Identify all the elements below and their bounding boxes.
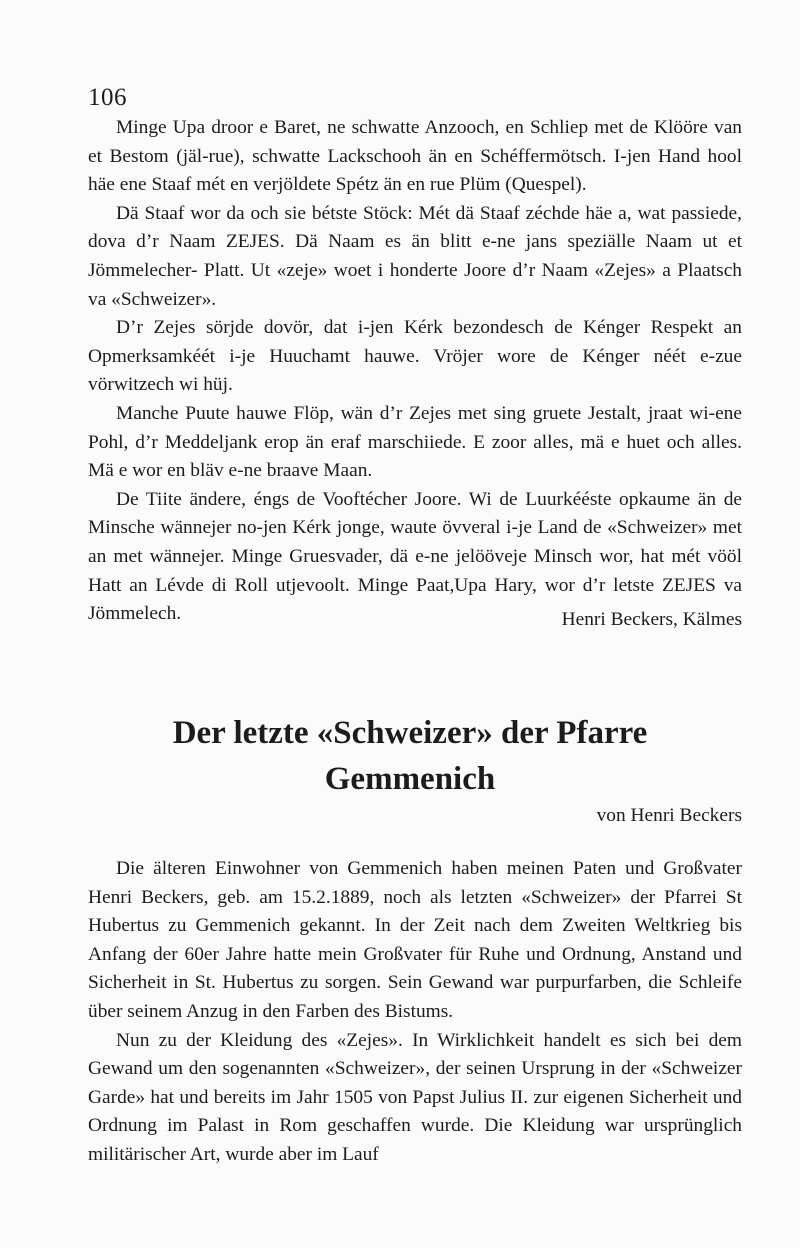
dialect-text-section [88, 114, 742, 629]
paragraph: Minge Upa droor e Baret, ne schwatte Anzooch, en Schliep met de Klööre van et Bestom (jäl-rue), schwatte Lackschooh än en Schéffermötsch. I-jen Hand hool häe ene Staaf mét en verjöldete Spétz än en rue Plüm (Quespel). [88, 117, 742, 196]
article-byline: von Henri Beckers [596, 805, 742, 826]
paragraph: Nun zu der Kleidung des «Zejes». In Wirklichkeit handelt es sich bei dem Gewand um den sogenannten «Schweizer», der seinen Ursprung in der «Schweizer Garde» hat und bereits im Jahr 1505 von Papst Julius II. zur eigenen Sicherheit und Ordnung im Palast in Rom geschaffen wurde. Die Kleidung war ursprünglich militärischer Art, wurde aber im Lauf [88, 1029, 742, 1165]
article-body [88, 855, 742, 1170]
paragraph: Manche Puute hauwe Flöp, wän d’r Zejes met sing gruete Jestalt, jraat wi-ene Pohl, d’r Meddeljank erop än eraf marschiiede. E zoor alles, mä e huet och alles. Mä e wor en bläv e-ne braave Maan. [88, 402, 742, 482]
heading-line: Gemmenich [324, 761, 496, 797]
page-number: 106 [88, 84, 127, 111]
paragraph: Die älteren Einwohner von Gemmenich haben meinen Paten und Großvater Henri Beckers, geb. am 15.2.1889, noch als letzten «Schweizer» der Pfarrei St Hubertus zu Gemmenich gekannt. In der Zeit nach dem Zweiten Weltkrieg bis Anfang der 60er Jahre hatte mein Großvater für Ruhe und Ordnung, Anstand und Sicherheit in St. Hubertus zu sorgen. Sein Gewand war purpurfarben, die Schleife über seinem Anzug in den Farben des Bistums. [88, 858, 742, 1022]
article-heading [60, 710, 760, 802]
author-signature: Henri Beckers, Kälmes [561, 609, 742, 630]
paragraph: Dä Staaf wor da och sie bétste Stöck: Mét dä Staaf zéchde häe a, wat passiede, dova d’r Naam ZEJES. Dä Naam es än blitt e-ne jans speziälle Naam ut et Jömmelecher- Platt. Ut «zeje» woet i honderte Joore d’r Naam «Zejes» a Plaatsch va «Schweizer». [88, 202, 742, 310]
paragraph: De Tiite ändere, éngs de Vooftécher Joore. Wi de Luurkééste opkaume än de Minsche wännejer no-jen Kérk jonge, waute övveral i-je Land de «Schweizer» met an met wännejer. Minge Gruesvader, dä e-ne jelööveje Minsch wor, hat mét vööl Hatt an Lévde di Roll utjevoolt. Minge Paat,Upa Hary, wor d’r letste ZEJES va Jömmelech. [88, 488, 742, 625]
paragraph: D’r Zejes sörjde dovör, dat i-jen Kérk bezondesch de Kénger Respekt an Opmerksamkéét i-je Huuchamt hauwe. Vröjer wore de Kénger néét e-zue vörwitzech wi hüj. [88, 317, 742, 396]
heading-line: Der letzte «Schweizer» der Pfarre [172, 715, 648, 751]
